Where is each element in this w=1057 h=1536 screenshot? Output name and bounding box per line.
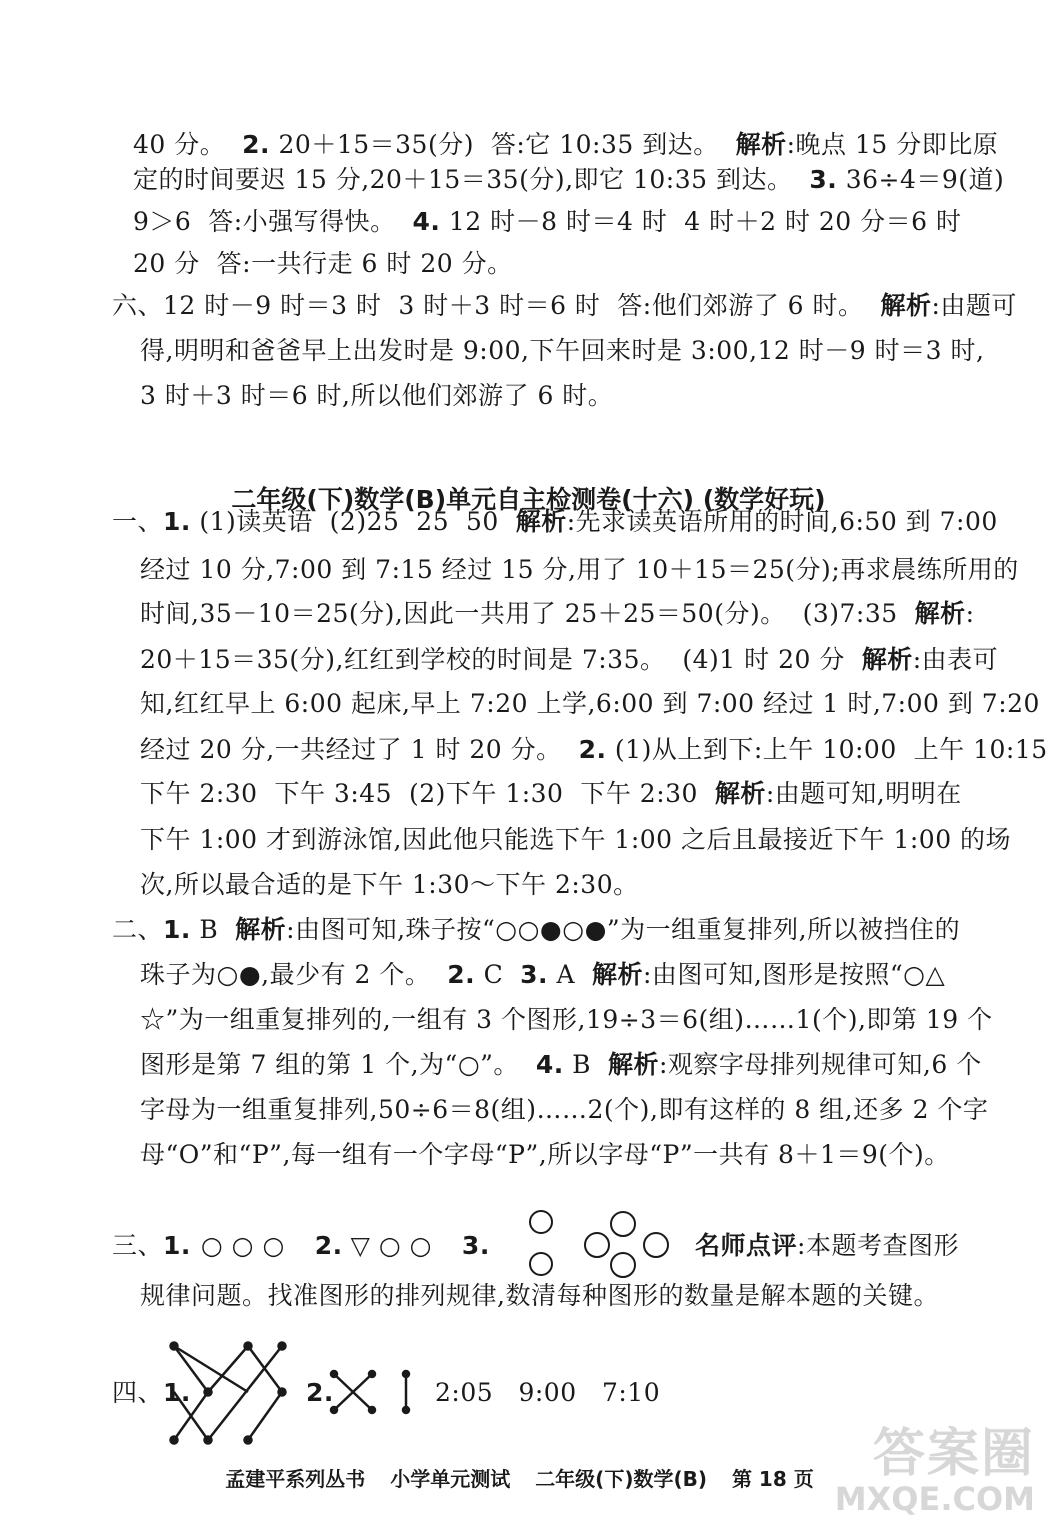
text-line <box>112 915 960 945</box>
dot <box>245 1437 252 1444</box>
circle-shape <box>530 1211 552 1233</box>
text-segment: 六、12 时－9 时＝3 时 3 时＋3 时＝6 时 答:他们郊游了 6 时。 <box>112 291 881 320</box>
q3-number-1: 1. <box>163 1231 191 1260</box>
text-segment: C <box>475 960 521 989</box>
bold-label: 2. <box>242 130 271 159</box>
text-segment: :晚点 15 分即比原 <box>786 130 999 159</box>
bold-label: 解析 <box>714 779 766 808</box>
text-segment: 20＋15＝35(分),红红到学校的时间是 7:35。 (4)1 时 20 分 <box>140 645 862 674</box>
dot <box>171 1437 178 1444</box>
text-segment: 下午 1:00 才到游泳馆,因此他只能选下午 1:00 之后且最接近下午 1:00 的场 <box>140 825 1012 854</box>
text-line <box>140 689 1040 719</box>
circle-shape <box>611 1212 635 1236</box>
text-segment: ☆”为一组重复排列的,一组有 3 个图形,19÷3＝6(组)……1(个),即第 19 个 <box>140 1005 993 1034</box>
dot <box>245 1343 252 1350</box>
text-segment: :由图可知,图形是按照“○△ <box>642 960 946 989</box>
text-line <box>140 1281 939 1311</box>
dot <box>205 1437 212 1444</box>
bold-label: 4. <box>535 1050 564 1079</box>
text-segment: 36÷4＝9(道) <box>837 165 1005 194</box>
text-segment: (1)读英语 (2)25 25 50 <box>190 507 516 536</box>
text-segment: 3 时＋3 时＝6 时,所以他们郊游了 6 时。 <box>140 381 614 410</box>
text-segment: 经过 10 分,7:00 到 7:15 经过 15 分,用了 10＋15＝25(分);再求晨练所用的 <box>140 555 1019 584</box>
q3-number-2: 2. <box>314 1231 343 1260</box>
bold-label: 1. <box>163 507 191 536</box>
footer-page: 第 18 页 <box>731 1467 814 1491</box>
text-segment: :先求读英语所用的时间,6:50 到 7:00 <box>566 507 998 536</box>
watermark <box>835 1426 1035 1516</box>
watermark-url: MXQE.COM <box>834 1480 1035 1518</box>
text-segment: :观察字母排列规律可知,6 个 <box>658 1050 982 1079</box>
bold-label: 解析 <box>735 130 787 159</box>
circle-shape <box>530 1253 552 1275</box>
dot <box>331 1371 337 1377</box>
circle-shape <box>611 1253 635 1277</box>
text-segment: :由题可 <box>931 291 1017 320</box>
text-line <box>133 130 998 160</box>
text-line <box>140 381 613 411</box>
text-segment: 40 分。 <box>133 130 243 159</box>
circle-shape <box>644 1233 668 1257</box>
text-segment: 图形是第 7 组的第 1 个,为“○”。 <box>140 1050 536 1079</box>
bold-label: 3. <box>520 960 549 989</box>
text-line <box>140 960 945 990</box>
circle-shape <box>585 1233 609 1257</box>
text-line <box>140 825 1011 855</box>
text-segment: 次,所以最合适的是下午 1:30～下午 2:30。 <box>140 870 639 899</box>
text-line <box>112 291 1017 321</box>
q4-matching-lines-2 <box>328 1368 418 1418</box>
text-line <box>140 599 975 629</box>
q4-number-1: 1. <box>163 1378 191 1407</box>
text-segment: B <box>563 1050 608 1079</box>
bold-label: 解析 <box>861 645 913 674</box>
bold-label: 解析 <box>880 291 932 320</box>
text-segment: B <box>190 915 236 944</box>
bold-label: 2. <box>447 960 476 989</box>
footer-series: 孟建平系列丛书 <box>225 1467 366 1491</box>
dot <box>171 1343 178 1350</box>
q3-prefix: 三、 <box>112 1231 164 1260</box>
text-line <box>140 1140 950 1170</box>
text-segment: 12 时－8 时＝4 时 4 时＋2 时 20 分＝6 时 <box>440 207 962 236</box>
text-segment: :由图可知,珠子按“○○●○●”为一组重复排列,所以被挡住的 <box>286 915 961 944</box>
text-segment: 20 分 答:一共行走 6 时 20 分。 <box>133 249 513 278</box>
text-segment: :由题可知,明明在 <box>765 779 962 808</box>
bold-label: 4. <box>412 207 441 236</box>
text-segment: 字母为一组重复排列,50÷6＝8(组)……2(个),即有这样的 8 组,还多 2 个字 <box>140 1095 989 1124</box>
text-segment: 得,明明和爸爸早上出发时是 9:00,下午回来时是 3:00,12 时－9 时＝3 时, <box>140 336 985 365</box>
q3-answer-2: ▽ ○ ○ <box>350 1231 432 1260</box>
text-segment: :由表可 <box>912 645 999 674</box>
footer-book: 小学单元测试 <box>390 1467 511 1491</box>
q4-matching-lines-1 <box>166 1340 291 1450</box>
text-line <box>140 1005 993 1035</box>
bold-label: 2. <box>578 735 607 764</box>
q3-answer-1: ○ ○ ○ <box>200 1231 285 1260</box>
dot <box>403 1371 409 1377</box>
text-line <box>140 1095 988 1125</box>
bold-label: 解析 <box>591 960 643 989</box>
bold-label: 解析 <box>914 599 966 628</box>
q3-comment-label: 名师点评 <box>695 1231 798 1260</box>
q3-row <box>112 1231 490 1261</box>
text-segment: 20＋15＝35(分) 答:它 10:35 到达。 <box>270 130 736 159</box>
text-segment: 二、 <box>112 915 164 944</box>
text-segment: 知,红红早上 6:00 起床,早上 7:20 上学,6:00 到 7:00 经过 1 时,7:00 到 7:20 <box>140 689 1040 718</box>
bold-label: 1. <box>163 915 191 944</box>
text-line <box>140 735 1048 765</box>
bold-label: 解析 <box>515 507 567 536</box>
q3-circles-figure <box>525 1208 675 1284</box>
text-line <box>140 645 998 675</box>
dot <box>369 1371 375 1377</box>
dot <box>279 1343 286 1350</box>
dot <box>279 1389 286 1396</box>
text-segment: 下午 2:30 下午 3:45 (2)下午 1:30 下午 2:30 <box>140 779 715 808</box>
text-line <box>133 207 962 237</box>
section-title: 二年级(下)数学(B)单元自主检测卷(十六) (数学好玩) <box>231 485 826 514</box>
text-line <box>140 870 639 900</box>
dot <box>205 1389 212 1396</box>
watermark-logo: 答案圈 <box>872 1424 1035 1484</box>
text-segment: 9＞6 答:小强写得快。 <box>133 207 413 236</box>
q3-comment <box>695 1231 959 1261</box>
text-line <box>140 1050 982 1080</box>
text-line <box>140 336 984 366</box>
text-line <box>133 165 1004 195</box>
text-line <box>133 249 513 279</box>
dot <box>403 1407 409 1413</box>
text-segment: A <box>548 960 592 989</box>
text-segment: 时间,35－10＝25(分),因此一共用了 25＋25＝50(分)。 (3)7:35 <box>140 599 915 628</box>
q3-number-3: 3. <box>461 1231 490 1260</box>
text-segment: (1)从上到下:上午 10:00 上午 10:15 <box>606 735 1048 764</box>
footer-grade: 二年级(下)数学(B) <box>535 1467 707 1491</box>
text-segment: 规律问题。找准图形的排列规律,数清每种图形的数量是解本题的关键。 <box>140 1281 939 1310</box>
text-line <box>140 555 1019 585</box>
bold-label: 解析 <box>235 915 287 944</box>
text-line <box>140 779 962 809</box>
text-segment: 定的时间要迟 15 分,20＋15＝35(分),即它 10:35 到达。 <box>133 165 810 194</box>
q4-times: 2:05 9:00 7:10 <box>435 1378 661 1407</box>
text-segment: 一、 <box>112 507 164 536</box>
dot <box>331 1407 337 1413</box>
text-segment: : <box>965 599 975 628</box>
q3-comment-text: :本题考查图形 <box>797 1231 959 1260</box>
text-segment: 经过 20 分,一共经过了 1 时 20 分。 <box>140 735 579 764</box>
text-segment: 珠子为○●,最少有 2 个。 <box>140 960 448 989</box>
q4-number-2: 2. <box>306 1378 334 1407</box>
bold-label: 解析 <box>607 1050 659 1079</box>
q4-prefix: 四、 <box>112 1378 164 1407</box>
dot <box>369 1407 375 1413</box>
text-segment: 母“O”和“P”,每一组有一个字母“P”,所以字母“P”一共有 8＋1＝9(个)。 <box>140 1140 950 1169</box>
bold-label: 3. <box>809 165 838 194</box>
